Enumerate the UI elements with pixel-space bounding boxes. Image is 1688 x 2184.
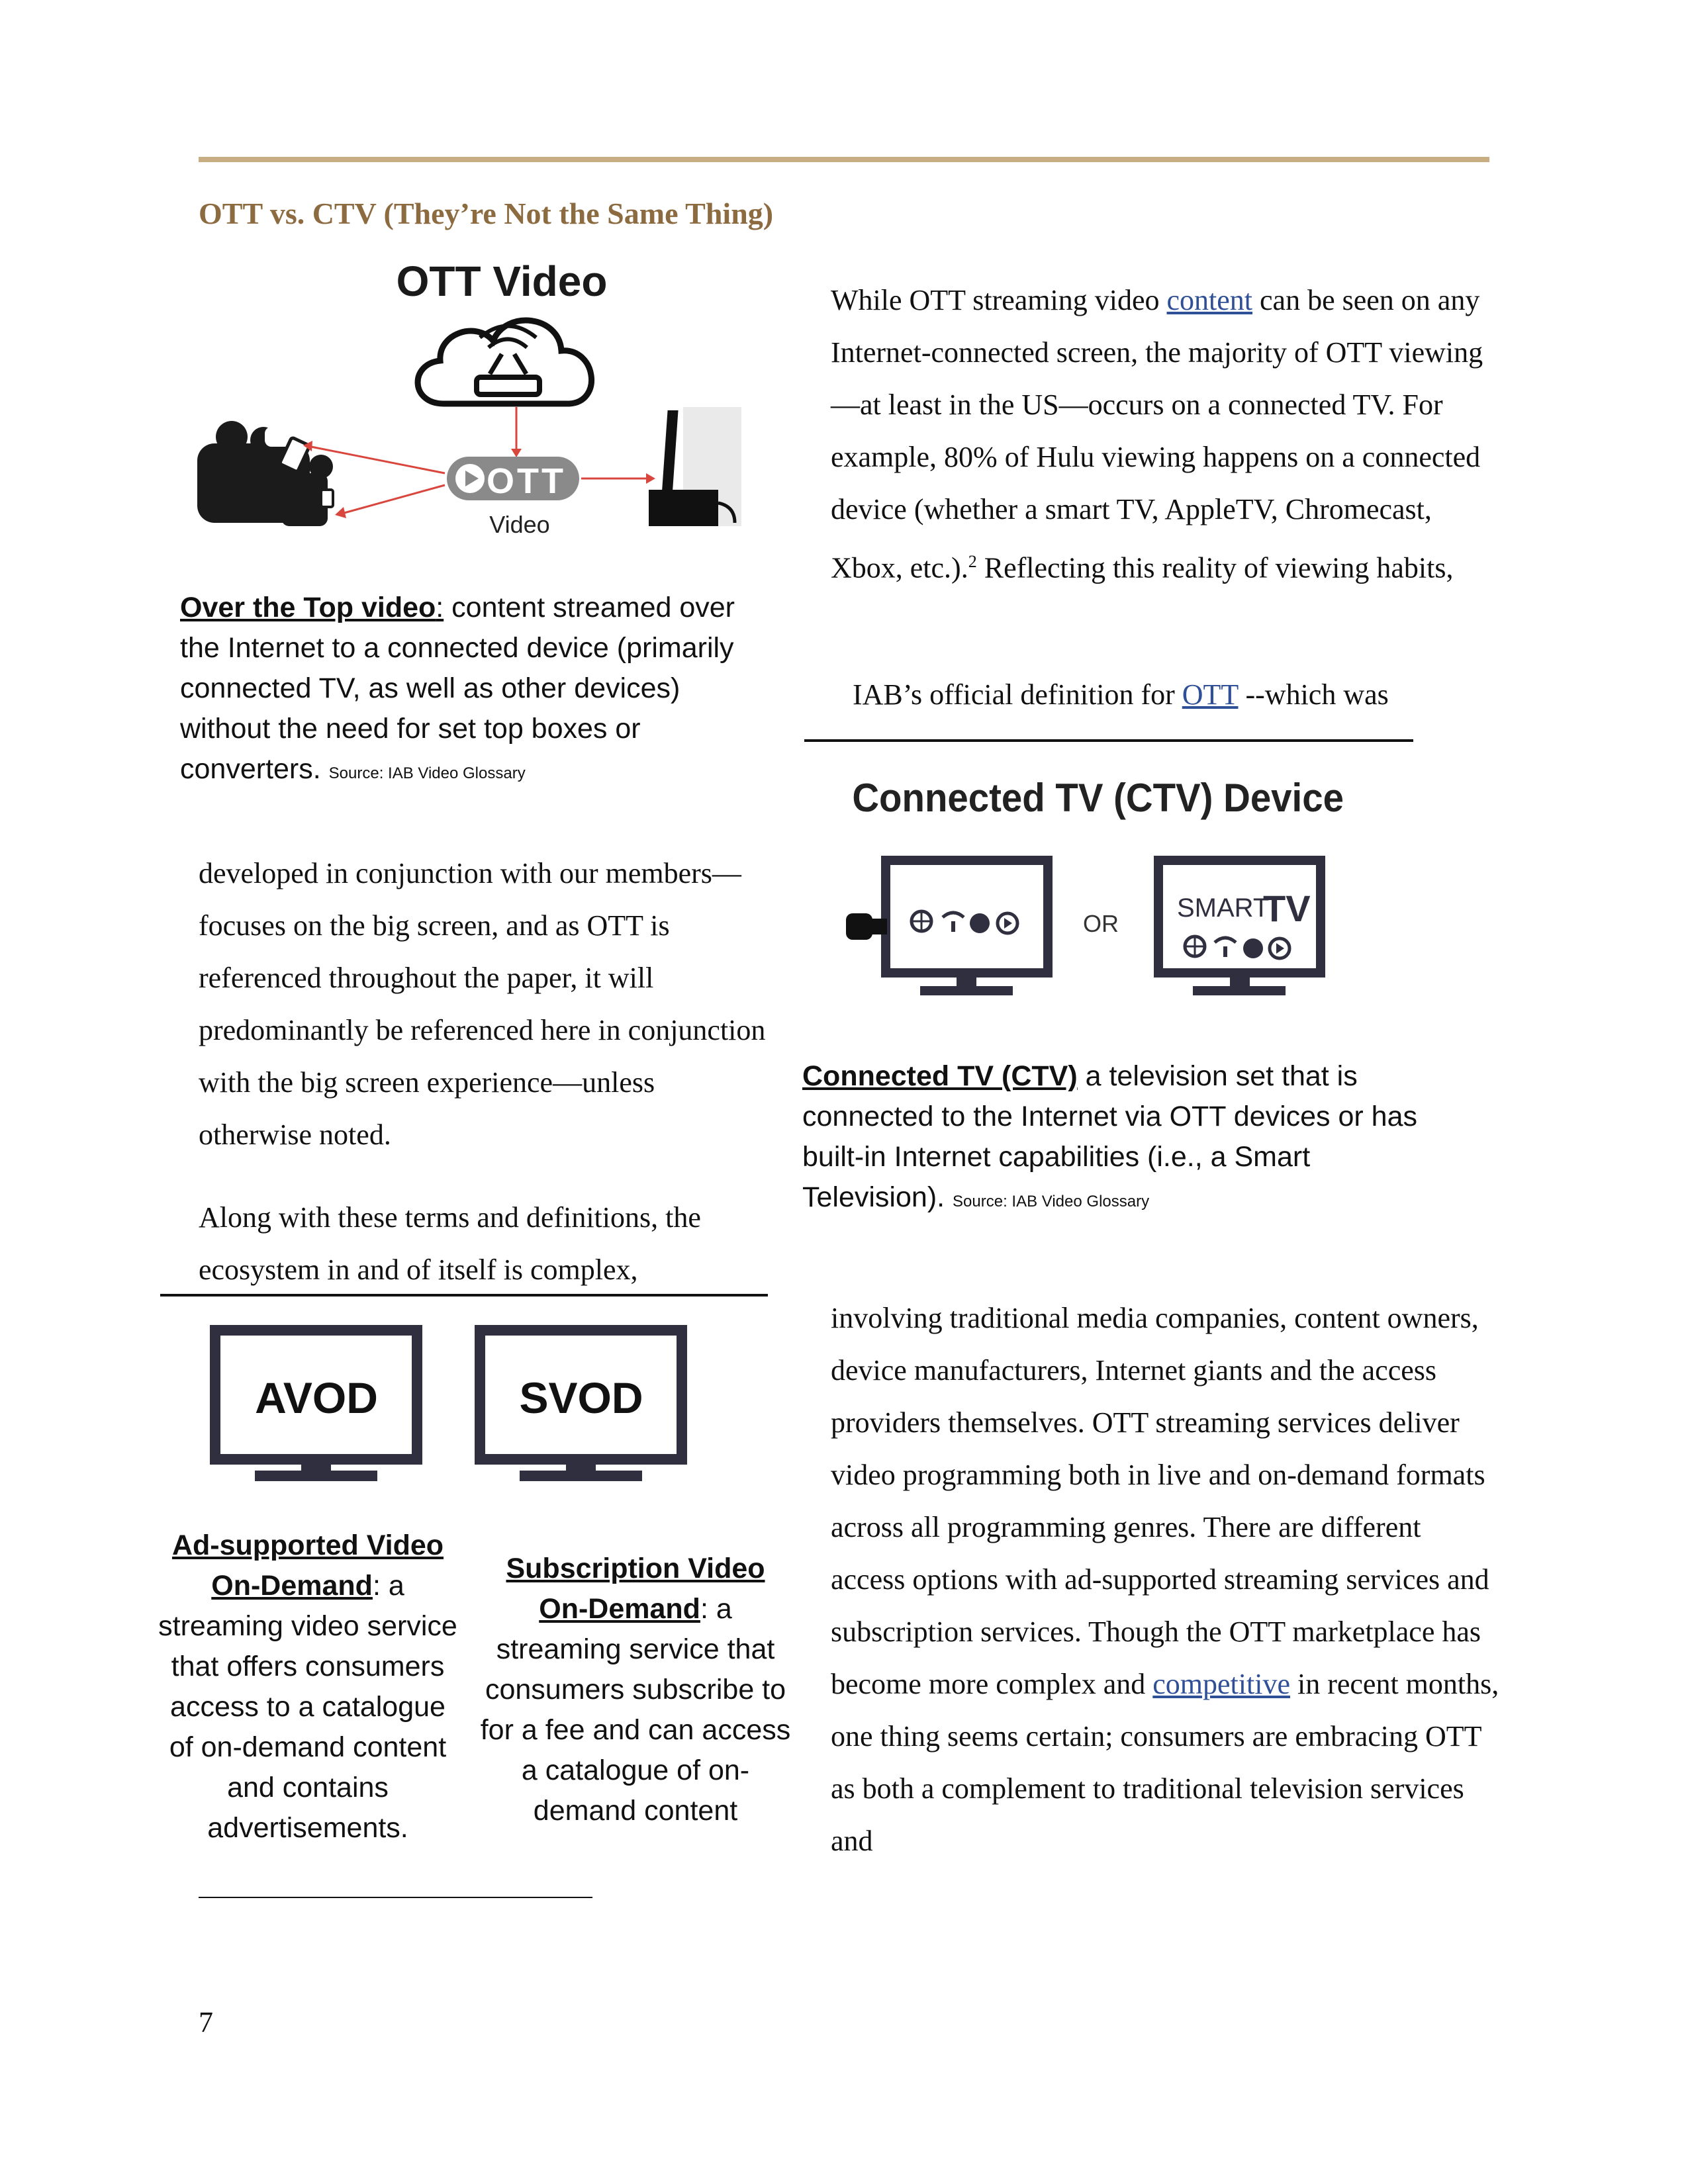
avod-monitor-graphic <box>209 1324 427 1489</box>
ctv-definition <box>802 1056 1438 1222</box>
streaming-stick-tv-icon <box>846 860 1048 995</box>
avod-term-line-2: On-Demand <box>211 1570 373 1602</box>
right-paragraph-2 <box>853 668 1488 721</box>
ctv-graphic-title: Connected TV (CTV) Device <box>852 776 1344 821</box>
right-para-1-text-c: Reflecting this reality of viewing habits, <box>976 551 1454 584</box>
cloud-router-icon <box>418 320 591 404</box>
smart-tv-label-tv: TV <box>1263 887 1311 929</box>
ott-badge-sublabel: Video <box>489 511 550 538</box>
right-para-2-text-b: --which was <box>1238 678 1389 711</box>
competitive-link[interactable]: competitive <box>1152 1668 1290 1700</box>
svod-monitor-graphic <box>473 1324 692 1489</box>
right-paragraph-1 <box>831 274 1499 594</box>
right-para-1-text-b: can be seen on any Internet-connected screen, the majority of OTT viewing—at least in the US—occurs on a connected TV. For example, 80% of Hulu viewing happens on a connected device (whether a smart TV, AppleTV, Chromecast, Xbox, etc.). <box>831 284 1483 584</box>
ctv-divider <box>804 739 1413 742</box>
ctv-device-graphic <box>814 768 1410 1019</box>
tv-on-stand-icon <box>649 407 741 526</box>
ctv-definition-text: a television set that is connected to the Internet via OTT devices or has built-in Internet capabilities (i.e., a Smart Television). <box>802 1060 1417 1213</box>
or-label: OR <box>1083 910 1119 937</box>
vod-bottom-rule <box>199 1897 592 1898</box>
ott-definition-text: content streamed over the Internet to a connected device (primarily connected TV, as well as other devices) without the need for set top boxes or converters. <box>180 592 735 785</box>
top-rule <box>199 157 1489 162</box>
svod-term-line-2: On-Demand <box>539 1593 700 1625</box>
footnote-2[interactable]: 2 <box>968 552 977 571</box>
ott-graphic-title: OTT Video <box>396 257 608 305</box>
ott-definition <box>180 588 776 794</box>
right-para-1-text-a: While OTT streaming video <box>831 284 1167 316</box>
svod-definition <box>480 1549 791 1831</box>
svod-term-line-1: Subscription Video <box>506 1553 765 1584</box>
ott-video-graphic <box>185 255 768 559</box>
svod-definition-text: : a streaming service that consumers subscribe to for a fee and can access a catalogue of on-demand content <box>480 1593 791 1827</box>
right-para-3-text-a: involving traditional media companies, content owners, device manufacturers, Internet giants and the access providers themselves. OTT streaming services deliver video programming both in live and on-demand formats across all programming genres. There are different access options with ad-supported streaming services and subscription services. Though the OTT marketplace has become more complex and <box>831 1302 1489 1700</box>
avod-definition-text: : a streaming video service that offers consumers access to a catalogue of on-demand content and contains advertisements. <box>158 1570 457 1844</box>
smart-tv-icon <box>1158 860 1321 995</box>
right-para-3-text-b: in recent months, one thing seems certain; consumers are embracing OTT as both a complement to traditional television services and <box>831 1668 1499 1857</box>
ctv-definition-term: Connected TV (CTV) <box>802 1060 1078 1092</box>
ott-badge-label: OTT <box>487 461 566 501</box>
content-link[interactable]: content <box>1166 284 1253 316</box>
family-couch-icon <box>197 421 333 526</box>
ott-definition-colon: : <box>436 592 444 623</box>
ott-link[interactable]: OTT <box>1182 678 1239 711</box>
ott-definition-source: Source: IAB Video Glossary <box>328 764 526 782</box>
smart-tv-label-smart: SMART <box>1177 893 1270 923</box>
right-paragraph-3 <box>831 1292 1499 1867</box>
ott-definition-term: Over the Top video <box>180 592 436 623</box>
svod-label: SVOD <box>519 1373 643 1422</box>
ott-badge <box>447 457 579 538</box>
page-number: 7 <box>199 2006 213 2038</box>
vod-divider <box>160 1294 768 1297</box>
right-para-2-text-a: IAB’s official definition for <box>853 678 1182 711</box>
ctv-definition-source: Source: IAB Video Glossary <box>953 1193 1150 1210</box>
avod-label: AVOD <box>255 1373 378 1422</box>
left-paragraph-2: Along with these terms and definitions, the ecosystem in and of itself is complex, <box>199 1201 701 1286</box>
avod-term-line-1: Ad-supported Video <box>171 1529 444 1561</box>
left-paragraph-1: developed in conjunction with our members—focuses on the big screen, and as OTT is referenced throughout the paper, it will predominantly be referenced here in conjunction with the big screen experience—unless otherwise noted. <box>199 857 766 1151</box>
section-title: OTT vs. CTV (They’re Not the Same Thing) <box>199 197 774 230</box>
avod-definition <box>156 1525 460 1848</box>
